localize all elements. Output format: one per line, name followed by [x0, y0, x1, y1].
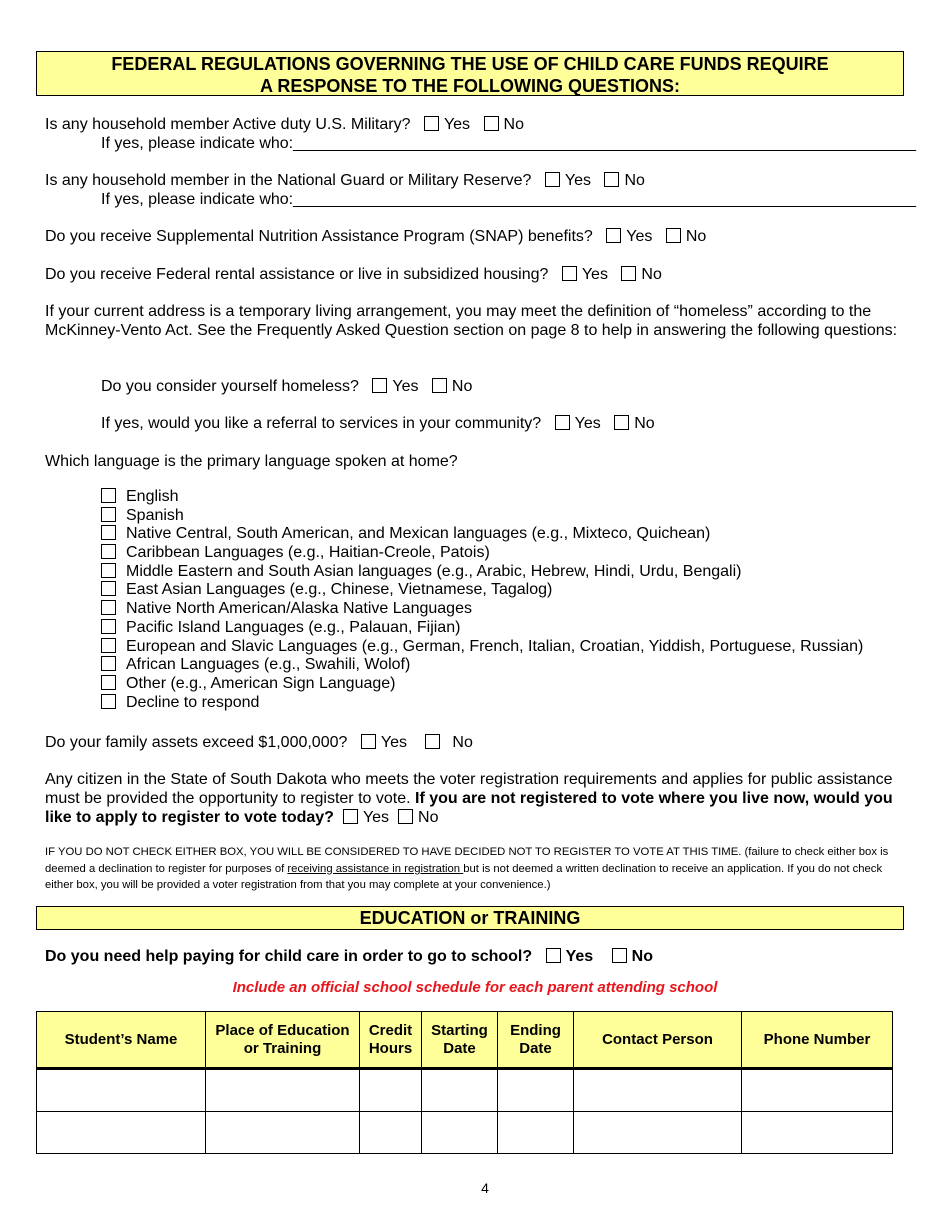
homeless-question: Do you consider yourself homeless? — [101, 378, 359, 395]
table-row — [37, 1069, 893, 1112]
military-no-checkbox[interactable] — [484, 116, 499, 131]
snap-yes-checkbox[interactable] — [606, 228, 621, 243]
language-option[interactable] — [101, 581, 863, 600]
banner-line-2: A RESPONSE TO THE FOLLOWING QUESTIONS: — [259, 76, 681, 96]
rental-no-checkbox[interactable] — [621, 266, 636, 281]
table-cell[interactable] — [206, 1112, 360, 1154]
table-cell[interactable] — [574, 1069, 742, 1112]
rental-question: Do you receive Federal rental assistance or live in subsidized housing? — [45, 266, 549, 283]
homeless-no-checkbox[interactable] — [432, 378, 447, 393]
language-label: Other (e.g., American Sign Language) — [126, 674, 396, 692]
language-checkbox[interactable] — [101, 544, 116, 559]
fine-print-underlined: receiving assistance in registration — [287, 862, 464, 875]
language-options-list — [101, 488, 863, 712]
rental-yes-checkbox[interactable] — [562, 266, 577, 281]
table-cell[interactable] — [742, 1112, 893, 1154]
table-cell[interactable] — [742, 1069, 893, 1112]
language-checkbox[interactable] — [101, 619, 116, 634]
voter-question: If you are not registered to vote where you live now, would you like to apply to register to vote today? — [45, 790, 893, 826]
guard-no-checkbox[interactable] — [604, 172, 619, 187]
homeless-intro-paragraph: If your current address is a temporary living arrangement, you may meet the definition of “homeless” according to the McKinney-Vento Act. See the Frequently Asked Question section on page 8 to help in answering the following questions: — [45, 303, 898, 339]
guard-yes-label: Yes — [564, 172, 592, 189]
guard-yes-checkbox[interactable] — [545, 172, 560, 187]
table-cell[interactable] — [574, 1112, 742, 1154]
language-option[interactable] — [101, 488, 863, 507]
rental-question-row — [45, 265, 662, 284]
voter-no-checkbox[interactable] — [398, 809, 413, 824]
referral-no-label: No — [634, 415, 655, 432]
language-checkbox[interactable] — [101, 507, 116, 522]
header-contact-person: Contact Person — [574, 1012, 742, 1069]
header-phone-number: Phone Number — [742, 1012, 893, 1069]
voter-registration-paragraph — [45, 770, 910, 827]
assets-question-row — [45, 733, 473, 752]
snap-question-row — [45, 227, 706, 246]
language-label: Pacific Island Languages (e.g., Palauan, Fijian) — [126, 618, 461, 636]
school-no-label: No — [631, 948, 653, 965]
language-option[interactable] — [101, 563, 863, 582]
language-checkbox[interactable] — [101, 563, 116, 578]
language-option[interactable] — [101, 656, 863, 675]
rental-no-label: No — [641, 266, 662, 283]
table-cell[interactable] — [360, 1112, 422, 1154]
referral-yes-label: Yes — [574, 415, 601, 432]
guard-question: Is any household member in the National Guard or Military Reserve? — [45, 172, 532, 189]
referral-question-row — [101, 414, 655, 433]
table-cell[interactable] — [37, 1112, 206, 1154]
language-checkbox[interactable] — [101, 656, 116, 671]
language-option[interactable] — [101, 619, 863, 638]
language-label: Native Central, South American, and Mexican languages (e.g., Mixteco, Quichean) — [126, 525, 711, 543]
fine-print-part-1: IF YOU DO NOT CHECK EITHER BOX, YOU WILL BE CONSIDERED TO HAVE DECIDED NOT TO REGISTER TO VOTE AT THIS TIME. (failure to check either box is deemed a declination to register for purposes of — [45, 846, 889, 875]
assets-question: Do your family assets exceed $1,000,000? — [45, 734, 348, 751]
table-row — [37, 1112, 893, 1154]
language-question: Which language is the primary language spoken at home? — [45, 453, 458, 470]
snap-yes-label: Yes — [626, 228, 653, 245]
language-label: English — [126, 488, 179, 505]
federal-regulations-banner — [36, 51, 904, 96]
language-label: Native North American/Alaska Native Languages — [126, 600, 472, 618]
language-option[interactable] — [101, 675, 863, 694]
education-table — [36, 1011, 893, 1154]
language-label: Decline to respond — [126, 693, 260, 711]
table-cell[interactable] — [37, 1069, 206, 1112]
education-training-banner: EDUCATION or TRAINING — [36, 906, 904, 930]
school-no-checkbox[interactable] — [612, 948, 627, 963]
school-question: Do you need help paying for child care in order to go to school? — [45, 948, 533, 965]
guard-question-row — [45, 171, 645, 190]
snap-question: Do you receive Supplemental Nutrition Assistance Program (SNAP) benefits? — [45, 228, 593, 245]
language-checkbox[interactable] — [101, 638, 116, 653]
language-label: Middle Eastern and South Asian languages (e.g., Arabic, Hebrew, Hindi, Urdu, Bengali) — [126, 562, 742, 580]
table-cell[interactable] — [360, 1069, 422, 1112]
language-label: African Languages (e.g., Swahili, Wolof) — [126, 656, 411, 674]
language-option[interactable] — [101, 507, 863, 526]
banner-line-1: FEDERAL REGULATIONS GOVERNING THE USE OF CHILD CARE FUNDS REQUIRE — [111, 54, 829, 74]
language-label: European and Slavic Languages (e.g., German, French, Italian, Croatian, Yiddish, Portuguese, Russian) — [126, 637, 864, 655]
language-checkbox[interactable] — [101, 675, 116, 690]
homeless-yes-label: Yes — [392, 378, 419, 395]
language-option[interactable] — [101, 638, 863, 657]
language-checkbox[interactable] — [101, 525, 116, 540]
military-question: Is any household member Active duty U.S. Military? — [45, 116, 411, 133]
military-yes-checkbox[interactable] — [424, 116, 439, 131]
page-number: 4 — [481, 1180, 489, 1196]
military-no-label: No — [503, 116, 524, 133]
referral-no-checkbox[interactable] — [614, 415, 629, 430]
table-cell[interactable] — [498, 1112, 574, 1154]
school-schedule-note: Include an official school schedule for each parent attending school — [232, 979, 718, 996]
military-who-field[interactable]: If yes, please indicate who:______________________________________________________________________ — [101, 135, 916, 152]
table-cell[interactable] — [498, 1069, 574, 1112]
assets-yes-checkbox[interactable] — [361, 734, 376, 749]
header-place-of-education: Place of Education or Training — [206, 1012, 360, 1069]
fine-print-part-2: but is not deemed a written declination to receive an application. If you do not check either box, you will be provided a voter registration from that you may complete at your convenience.) — [45, 862, 883, 891]
header-credit-hours: Credit Hours — [360, 1012, 422, 1069]
language-checkbox[interactable] — [101, 600, 116, 615]
language-checkbox[interactable] — [101, 488, 116, 503]
language-option[interactable] — [101, 525, 863, 544]
homeless-no-label: No — [451, 378, 473, 395]
language-label: Caribbean Languages (e.g., Haitian-Creole, Patois) — [126, 544, 490, 562]
school-yes-label: Yes — [565, 948, 594, 965]
snap-no-checkbox[interactable] — [666, 228, 681, 243]
rental-yes-label: Yes — [581, 266, 608, 283]
guard-who-field[interactable]: If yes, please indicate who:______________________________________________________________________ — [101, 191, 916, 208]
language-option[interactable] — [101, 694, 863, 713]
language-option[interactable] — [101, 600, 863, 619]
guard-no-label: No — [624, 172, 645, 189]
school-question-row — [45, 947, 653, 966]
header-ending-date: Ending Date — [498, 1012, 574, 1069]
voter-text: Any citizen in the State of South Dakota who meets the voter registration requirements and applies for public assistance must be provided the opportunity to register to vote. — [45, 771, 893, 807]
table-cell[interactable] — [422, 1069, 498, 1112]
assets-no-label: No — [452, 734, 473, 751]
homeless-yes-checkbox[interactable] — [372, 378, 387, 393]
language-checkbox[interactable] — [101, 581, 116, 596]
header-students-name: Student’s Name — [37, 1012, 206, 1069]
language-option[interactable] — [101, 544, 863, 563]
header-starting-date: Starting Date — [422, 1012, 498, 1069]
school-yes-checkbox[interactable] — [546, 948, 561, 963]
voter-fine-print — [45, 844, 907, 894]
voter-yes-checkbox[interactable] — [343, 809, 358, 824]
table-header-row — [37, 1012, 893, 1069]
homeless-question-row — [101, 377, 472, 396]
voter-no-label: No — [418, 809, 439, 826]
military-yes-label: Yes — [443, 116, 471, 133]
military-question-row — [45, 115, 524, 134]
snap-no-label: No — [685, 228, 707, 245]
language-checkbox[interactable] — [101, 694, 116, 709]
table-cell[interactable] — [206, 1069, 360, 1112]
referral-yes-checkbox[interactable] — [555, 415, 570, 430]
voter-yes-label: Yes — [362, 809, 390, 826]
language-label: Spanish — [126, 506, 184, 524]
assets-yes-label: Yes — [380, 734, 407, 751]
language-label: East Asian Languages (e.g., Chinese, Vietnamese, Tagalog) — [126, 581, 553, 599]
referral-question: If yes, would you like a referral to services in your community? — [101, 415, 542, 432]
assets-no-checkbox[interactable] — [425, 734, 440, 749]
table-cell[interactable] — [422, 1112, 498, 1154]
